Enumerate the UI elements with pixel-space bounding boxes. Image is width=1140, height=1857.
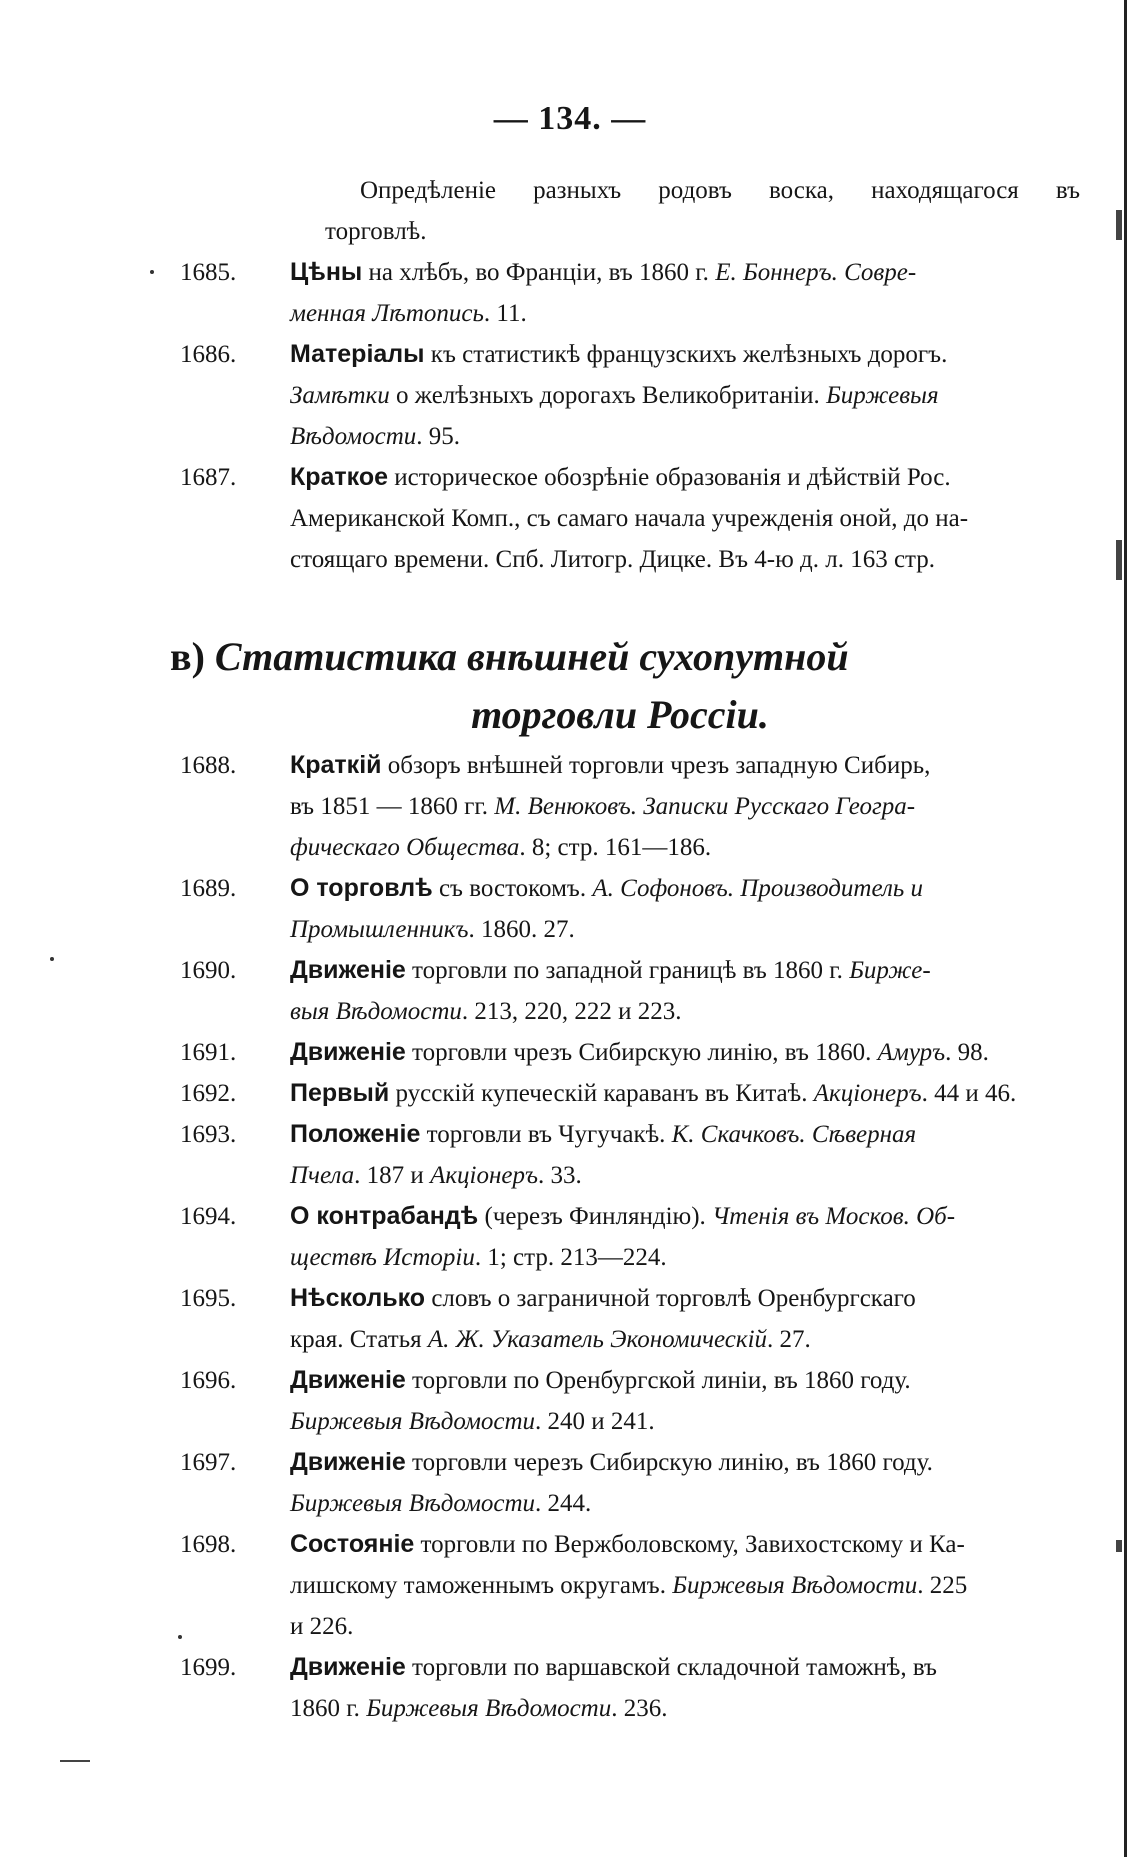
entry-text: торговли по западной границѣ въ 1860 г.: [405, 957, 850, 984]
entry-number: 1695.: [180, 1285, 237, 1312]
entry-source: Биржевыя: [826, 382, 939, 409]
entry-number: 1696.: [180, 1367, 237, 1394]
entry-1686-cont: [180, 416, 1080, 457]
entry-source: Замѣтки: [290, 382, 390, 409]
entry-text: въ 1851 — 1860 гг.: [290, 793, 495, 820]
entry-source: Пчела: [290, 1162, 355, 1189]
entry-heading: Движеніе: [290, 1038, 406, 1066]
entry-text: торговли въ Чугучакѣ.: [420, 1121, 672, 1148]
entry-text: . 95.: [416, 423, 460, 450]
entry-heading: Движеніе: [290, 956, 406, 984]
entry-source: фическаго Общества: [290, 834, 520, 861]
entry-source: Биржевыя Вѣдомости: [672, 1572, 918, 1599]
entry-heading: О торговлѣ: [290, 874, 433, 902]
entry-heading: Цѣны: [290, 258, 363, 286]
entry-number: 1692.: [180, 1080, 237, 1107]
entry-text: торговли по варшавской складочной таможнѣ, въ: [405, 1654, 937, 1681]
intro-line: [180, 170, 1080, 211]
entry-number: 1698.: [180, 1531, 237, 1558]
section-title-line-2: торговли Россіи.: [471, 692, 769, 737]
entry-1686: [180, 334, 1080, 375]
entry-text: . 44 и 46.: [921, 1080, 1017, 1107]
entry-heading: Состояніе: [290, 1530, 415, 1558]
entry-number: 1689.: [180, 875, 237, 902]
entry-text: торговли черезъ Сибирскую линію, въ 1860 году.: [405, 1449, 933, 1476]
scan-artifact-dot: [150, 270, 154, 274]
entry-heading: О контрабандѣ: [290, 1202, 479, 1230]
entry-1696-cont: [180, 1401, 1080, 1442]
entry-text: съ востокомъ.: [432, 875, 593, 902]
scan-edge-line: [1124, 0, 1127, 1857]
entry-number: 1690.: [180, 957, 237, 984]
entry-1693-cont: [180, 1155, 1080, 1196]
entry-1687: [180, 457, 1080, 498]
entry-source: Биржевыя Вѣдомости: [366, 1695, 612, 1722]
entry-source: А. Ж. Указатель Экономическій: [427, 1326, 768, 1353]
scan-artifact-dot: [50, 957, 54, 961]
entry-1692: [180, 1073, 1080, 1114]
entry-heading: Краткое: [290, 463, 389, 491]
entry-number: 1697.: [180, 1449, 237, 1476]
entry-1693: [180, 1114, 1080, 1155]
entry-source: Акціонеръ: [813, 1080, 922, 1107]
entry-heading: Движеніе: [290, 1366, 406, 1394]
entry-text: къ статистикѣ французскихъ желѣзныхъ дорогъ.: [424, 341, 948, 368]
entry-text: на хлѣбъ, во Франціи, въ 1860 г.: [362, 259, 716, 286]
entry-1698: [180, 1524, 1080, 1565]
entry-text: края. Статья: [290, 1326, 428, 1353]
entry-1698-cont: [180, 1565, 1080, 1606]
entry-1695: [180, 1278, 1080, 1319]
entry-text: . 98.: [945, 1039, 989, 1066]
entry-1694: [180, 1196, 1080, 1237]
entry-1694-cont: [180, 1237, 1080, 1278]
entry-source: менная Лѣтопись: [290, 300, 484, 327]
entry-number: 1687.: [180, 464, 237, 491]
entry-text: . 27.: [767, 1326, 811, 1353]
entry-text: . 244.: [535, 1490, 592, 1517]
entry-1688: [180, 745, 1080, 786]
entry-1691: [180, 1032, 1080, 1073]
section-title-line-1: [170, 628, 1100, 686]
entry-heading: Положеніе: [290, 1120, 421, 1148]
entry-source: Биржевыя Вѣдомости: [290, 1408, 536, 1435]
entry-1686-cont: [180, 375, 1080, 416]
top-entries: [180, 170, 1080, 580]
entry-heading: Движеніе: [290, 1653, 406, 1681]
entry-text: торговли по Оренбургской линіи, въ 1860 году.: [405, 1367, 911, 1394]
scan-edge-mark: [1116, 210, 1122, 240]
entry-number: 1699.: [180, 1654, 237, 1681]
entry-number: 1685.: [180, 259, 237, 286]
entry-1688-cont: [180, 827, 1080, 868]
entry-1685-cont: [180, 293, 1080, 334]
entry-text: словъ о заграничной торговлѣ Оренбургскаго: [425, 1285, 916, 1312]
entry-text: . 1; стр. 213—224.: [474, 1244, 667, 1271]
entry-source: Вѣдомости: [290, 423, 417, 450]
entry-number: 1693.: [180, 1121, 237, 1148]
intro-line: [180, 211, 1080, 252]
section-title: [170, 628, 1100, 744]
entry-1687-cont: [180, 498, 1080, 539]
entry-number: 1688.: [180, 752, 237, 779]
entry-text: . 236.: [611, 1695, 668, 1722]
entry-text: стоящаго времени. Спб. Литогр. Дицке. Въ 4-ю д. л. 163 стр.: [290, 546, 936, 573]
entry-1689-cont: [180, 909, 1080, 950]
entry-source: А. Софоновъ. Производитель и: [592, 875, 923, 902]
entry-number: 1691.: [180, 1039, 237, 1066]
entry-heading: Движеніе: [290, 1448, 406, 1476]
entry-text: 1860 г.: [290, 1695, 367, 1722]
entry-1687-cont: [180, 539, 1080, 580]
entry-1697: [180, 1442, 1080, 1483]
entry-text: . 225: [917, 1572, 968, 1599]
entry-number: 1694.: [180, 1203, 237, 1230]
entry-source: К. Скачковъ. Сѣверная: [671, 1121, 917, 1148]
entry-text: о желѣзныхъ дорогахъ Великобританіи.: [389, 382, 827, 409]
entry-text: лишскому таможеннымъ округамъ.: [290, 1572, 673, 1599]
section-title-text: Статистика внѣшней сухопутной: [214, 634, 849, 679]
entry-source: Акціонеръ: [430, 1162, 538, 1189]
bottom-entries: [180, 745, 1080, 1729]
entry-source: Биржевыя Вѣдомости: [290, 1490, 536, 1517]
scan-artifact-dash: [60, 1760, 90, 1762]
entry-text: . 11.: [483, 300, 527, 327]
entry-text: обзоръ внѣшней торговли чрезъ западную Сибирь,: [381, 752, 931, 779]
entry-1689: [180, 868, 1080, 909]
entry-heading: Первый: [290, 1079, 390, 1107]
entry-text: Американской Комп., съ самаго начала учрежденія оной, до на-: [290, 505, 969, 532]
entry-1688-cont: [180, 786, 1080, 827]
entry-text: . 8; стр. 161—186.: [519, 834, 712, 861]
scan-edge-mark: [1116, 1540, 1122, 1552]
entry-heading: Матеріалы: [290, 340, 425, 368]
entry-number: 1686.: [180, 341, 237, 368]
entry-text: . 240 и 241.: [535, 1408, 655, 1435]
entry-text: (черезъ Финляндію).: [478, 1203, 713, 1230]
entry-source: выя Вѣдомости: [290, 998, 462, 1025]
entry-source: М. Венюковъ. Записки Русскаго Геогра-: [494, 793, 916, 820]
entry-source: Е. Боннеръ. Совре-: [715, 259, 917, 286]
entry-source: Бирже-: [849, 957, 931, 984]
entry-1695-cont: [180, 1319, 1080, 1360]
entry-text: . 213, 220, 222 и 223.: [461, 998, 682, 1025]
intro-text-2: торговлѣ.: [325, 218, 427, 245]
entry-text: торговли чрезъ Сибирскую линію, въ 1860.: [405, 1039, 878, 1066]
entry-1697-cont: [180, 1483, 1080, 1524]
entry-1685: [180, 252, 1080, 293]
scan-edge-mark: [1116, 540, 1122, 580]
entry-1698-cont: [180, 1606, 1080, 1647]
entry-text: историческое обозрѣніе образованія и дѣйствій Рос.: [388, 464, 951, 491]
entry-source: Промышленникъ: [290, 916, 469, 943]
entry-text: . 1860. 27.: [468, 916, 575, 943]
entry-source: Амуръ: [877, 1039, 946, 1066]
intro-text-1: Опредѣленіе разныхъ родовъ воска, находящагося въ: [360, 177, 1080, 204]
entry-source: Чтенія въ Москов. Об-: [712, 1203, 956, 1230]
page-number: — 134. —: [493, 100, 647, 137]
entry-text: . 33.: [537, 1162, 582, 1189]
entry-text: . 187 и: [354, 1162, 431, 1189]
entry-1690-cont: [180, 991, 1080, 1032]
entry-text: и 226.: [290, 1613, 354, 1640]
entry-heading: Краткій: [290, 751, 382, 779]
entry-text: торговли по Вержболовскому, Завихостскому и Ка-: [414, 1531, 965, 1558]
entry-1696: [180, 1360, 1080, 1401]
entry-1699: [180, 1647, 1080, 1688]
entry-1699-cont: [180, 1688, 1080, 1729]
entry-1690: [180, 950, 1080, 991]
entry-text: русскій купеческій караванъ въ Китаѣ.: [389, 1080, 814, 1107]
entry-source: ществѣ Исторіи: [290, 1244, 475, 1271]
entry-heading: Нѣсколько: [290, 1284, 426, 1312]
section-label: в): [170, 634, 205, 679]
